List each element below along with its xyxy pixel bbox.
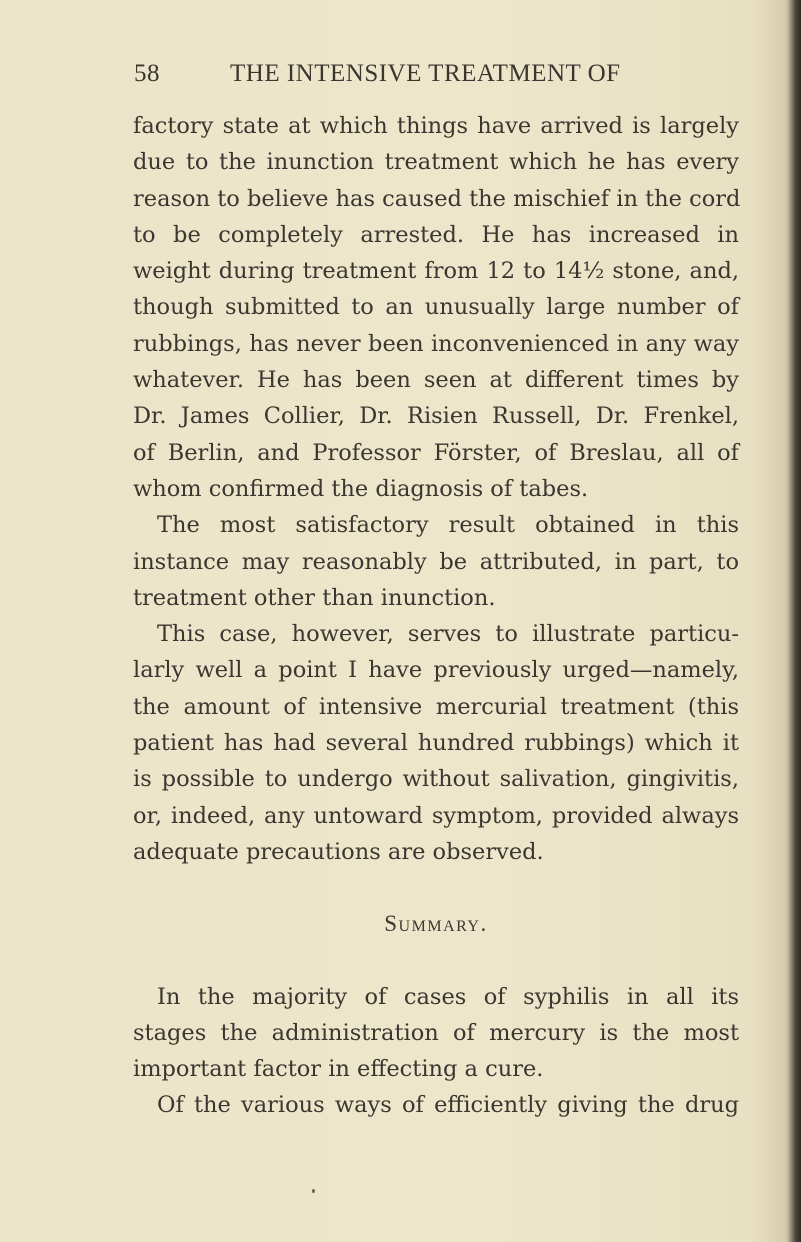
text-line: or, indeed, any untoward symptom, provided always	[133, 802, 739, 829]
text-line: rubbings, has never been inconvenienced in any way	[133, 330, 739, 357]
text-line: due to the inunction treatment which he has every	[133, 149, 739, 176]
text-line: larly well a point I have previously urged—namely,	[133, 657, 739, 684]
text-line: whatever. He has been seen at different times by	[133, 367, 739, 394]
paragraph	[133, 507, 739, 616]
paragraph	[133, 108, 739, 507]
page-number: 58	[134, 60, 160, 87]
text-line: important factor in effecting a cure.	[133, 1056, 544, 1083]
text-line: the amount of intensive mercurial treatment (this	[133, 693, 739, 720]
text-line: instance may reasonably be attributed, in part, to	[133, 548, 739, 575]
text-line: The most satisfactory result obtained in this	[157, 512, 739, 539]
text-line: factory state at which things have arrived is largely	[133, 113, 739, 139]
text-line: patient has had several hundred rubbings) which it	[133, 730, 739, 757]
text-line: weight during treatment from 12 to 14½ stone, and,	[133, 258, 739, 285]
paragraph	[133, 1087, 739, 1123]
running-head	[134, 60, 734, 100]
text-line: Of the various ways of efficiently giving the drug	[157, 1092, 739, 1119]
text-line: treatment other than inunction.	[133, 584, 496, 611]
text-line: of Berlin, and Professor Förster, of Breslau, all of	[133, 439, 739, 466]
text-line: Dr. James Collier, Dr. Risien Russell, Dr. Frenkel,	[133, 403, 739, 430]
text-line: stages the administration of mercury is the most	[133, 1019, 739, 1046]
text-line: is possible to undergo without salivation, gingivitis,	[133, 766, 739, 793]
text-line: In the majority of cases of syphilis in all its	[157, 983, 739, 1010]
body-text	[133, 108, 739, 1124]
paragraph	[133, 616, 739, 870]
text-line: reason to believe has caused the mischief in the cord	[133, 185, 741, 212]
text-line: to be completely arrested. He has increased in	[133, 221, 739, 248]
paragraph	[133, 979, 739, 1088]
running-title: THE INTENSIVE TREATMENT OF	[230, 60, 621, 87]
book-spine-edge	[789, 0, 801, 1242]
text-line: This case, however, serves to illustrate particu-	[157, 621, 739, 648]
paper-speck	[312, 1189, 315, 1193]
text-line: though submitted to an unusually large number of	[133, 294, 739, 321]
text-line: whom confirmed the diagnosis of tabes.	[133, 475, 589, 502]
section-heading: Summary.	[384, 911, 488, 937]
text-line: adequate precautions are observed.	[133, 838, 544, 865]
